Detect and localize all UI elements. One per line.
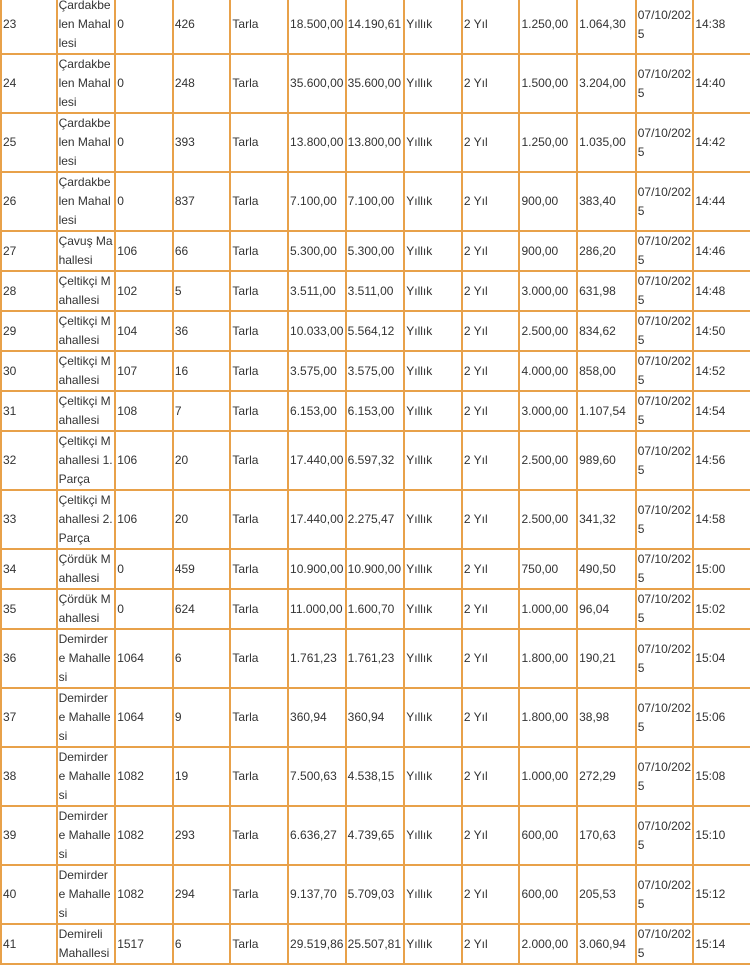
neighborhood-cell: Demirdere Mahallesi: [58, 748, 115, 805]
land-type-cell: Tarla: [231, 114, 287, 171]
block-number-cell: 0: [116, 590, 172, 628]
leased-area-cell: 5.300,00: [347, 232, 404, 270]
time-cell: 15:00: [694, 550, 750, 588]
neighborhood-cell: Çördük Mahallesi: [58, 550, 115, 588]
row-number-cell: 40: [2, 866, 56, 923]
period-type-cell: Yıllık: [405, 352, 461, 390]
period-type-cell: Yıllık: [405, 491, 461, 548]
date-cell: 07/10/2025: [637, 272, 693, 310]
duration-cell: 2 Yıl: [463, 925, 519, 963]
row-number-cell: 41: [2, 925, 56, 963]
leased-area-cell: 5.709,03: [347, 866, 404, 923]
time-cell: 14:44: [694, 173, 750, 230]
period-type-cell: Yıllık: [405, 0, 461, 53]
neighborhood-cell: Çardakbelen Mahallesi: [58, 173, 115, 230]
neighborhood-cell: Demirdere Mahallesi: [58, 807, 115, 864]
land-type-cell: Tarla: [231, 630, 287, 687]
total-area-cell: 29.519,86: [289, 925, 345, 963]
time-cell: 14:46: [694, 232, 750, 270]
neighborhood-cell: Çeltikçi Mahallesi: [58, 312, 115, 350]
period-type-cell: Yıllık: [405, 55, 461, 112]
row-number-cell: 27: [2, 232, 56, 270]
parcel-number-cell: 459: [174, 550, 230, 588]
price-cell: 1.800,00: [520, 689, 576, 746]
leased-area-cell: 5.564,12: [347, 312, 404, 350]
table-row: [2, 312, 750, 350]
row-number-cell: 30: [2, 352, 56, 390]
block-number-cell: 107: [116, 352, 172, 390]
price-cell: 1.000,00: [520, 590, 576, 628]
neighborhood-cell: Çavuş Mahallesi: [58, 232, 115, 270]
block-number-cell: 1517: [116, 925, 172, 963]
neighborhood-cell: Çardakbelen Mahallesi: [58, 0, 115, 53]
date-cell: 07/10/2025: [637, 114, 693, 171]
land-type-cell: Tarla: [231, 925, 287, 963]
price-cell: 900,00: [520, 173, 576, 230]
land-type-cell: Tarla: [231, 590, 287, 628]
land-type-cell: Tarla: [231, 689, 287, 746]
total-area-cell: 9.137,70: [289, 866, 345, 923]
block-number-cell: 1082: [116, 748, 172, 805]
duration-cell: 2 Yıl: [463, 550, 519, 588]
parcel-number-cell: 624: [174, 590, 230, 628]
price-cell: 600,00: [520, 807, 576, 864]
parcel-number-cell: 248: [174, 55, 230, 112]
period-type-cell: Yıllık: [405, 173, 461, 230]
time-cell: 15:10: [694, 807, 750, 864]
total-area-cell: 11.000,00: [289, 590, 345, 628]
duration-cell: 2 Yıl: [463, 807, 519, 864]
neighborhood-cell: Çeltikçi Mahallesi 1.Parça: [58, 432, 115, 489]
period-type-cell: Yıllık: [405, 232, 461, 270]
table-body: [2, 0, 750, 963]
table-row: [2, 114, 750, 171]
deposit-cell: 190,21: [578, 630, 635, 687]
parcel-number-cell: 393: [174, 114, 230, 171]
deposit-cell: 286,20: [578, 232, 635, 270]
period-type-cell: Yıllık: [405, 689, 461, 746]
neighborhood-cell: Çeltikçi Mahallesi: [58, 272, 115, 310]
deposit-cell: 858,00: [578, 352, 635, 390]
period-type-cell: Yıllık: [405, 590, 461, 628]
deposit-cell: 1.035,00: [578, 114, 635, 171]
price-cell: 2.000,00: [520, 925, 576, 963]
land-type-cell: Tarla: [231, 352, 287, 390]
time-cell: 14:40: [694, 55, 750, 112]
deposit-cell: 490,50: [578, 550, 635, 588]
row-number-cell: 28: [2, 272, 56, 310]
table-row: [2, 807, 750, 864]
duration-cell: 2 Yıl: [463, 352, 519, 390]
total-area-cell: 13.800,00: [289, 114, 345, 171]
time-cell: 15:06: [694, 689, 750, 746]
period-type-cell: Yıllık: [405, 550, 461, 588]
duration-cell: 2 Yıl: [463, 590, 519, 628]
leased-area-cell: 14.190,61: [347, 0, 404, 53]
time-cell: 14:42: [694, 114, 750, 171]
deposit-cell: 1.064,30: [578, 0, 635, 53]
block-number-cell: 0: [116, 0, 172, 53]
row-number-cell: 32: [2, 432, 56, 489]
leased-area-cell: 1.761,23: [347, 630, 404, 687]
table-row: [2, 232, 750, 270]
duration-cell: 2 Yıl: [463, 272, 519, 310]
total-area-cell: 360,94: [289, 689, 345, 746]
time-cell: 14:48: [694, 272, 750, 310]
table-row: [2, 748, 750, 805]
row-number-cell: 39: [2, 807, 56, 864]
row-number-cell: 33: [2, 491, 56, 548]
block-number-cell: 108: [116, 392, 172, 430]
block-number-cell: 1082: [116, 807, 172, 864]
duration-cell: 2 Yıl: [463, 630, 519, 687]
duration-cell: 2 Yıl: [463, 55, 519, 112]
land-type-cell: Tarla: [231, 173, 287, 230]
price-cell: 2.500,00: [520, 491, 576, 548]
price-cell: 600,00: [520, 866, 576, 923]
period-type-cell: Yıllık: [405, 925, 461, 963]
neighborhood-cell: Demireli Mahallesi: [58, 925, 115, 963]
date-cell: 07/10/2025: [637, 866, 693, 923]
block-number-cell: 1064: [116, 630, 172, 687]
total-area-cell: 18.500,00: [289, 0, 345, 53]
row-number-cell: 37: [2, 689, 56, 746]
duration-cell: 2 Yıl: [463, 173, 519, 230]
parcel-number-cell: 837: [174, 173, 230, 230]
total-area-cell: 1.761,23: [289, 630, 345, 687]
table-row: [2, 392, 750, 430]
duration-cell: 2 Yıl: [463, 689, 519, 746]
deposit-cell: 631,98: [578, 272, 635, 310]
total-area-cell: 6.153,00: [289, 392, 345, 430]
row-number-cell: 25: [2, 114, 56, 171]
neighborhood-cell: Çardakbelen Mahallesi: [58, 114, 115, 171]
duration-cell: 2 Yıl: [463, 312, 519, 350]
block-number-cell: 0: [116, 55, 172, 112]
row-number-cell: 34: [2, 550, 56, 588]
land-type-cell: Tarla: [231, 392, 287, 430]
parcel-number-cell: 6: [174, 630, 230, 687]
row-number-cell: 35: [2, 590, 56, 628]
date-cell: 07/10/2025: [637, 173, 693, 230]
total-area-cell: 7.500,63: [289, 748, 345, 805]
date-cell: 07/10/2025: [637, 312, 693, 350]
time-cell: 14:58: [694, 491, 750, 548]
table-row: [2, 550, 750, 588]
row-number-cell: 38: [2, 748, 56, 805]
deposit-cell: 96,04: [578, 590, 635, 628]
table-row: [2, 55, 750, 112]
neighborhood-cell: Çeltikçi Mahallesi 2.Parça: [58, 491, 115, 548]
price-cell: 3.000,00: [520, 272, 576, 310]
total-area-cell: 7.100,00: [289, 173, 345, 230]
leased-area-cell: 4.538,15: [347, 748, 404, 805]
parcel-number-cell: 9: [174, 689, 230, 746]
date-cell: 07/10/2025: [637, 352, 693, 390]
leased-area-cell: 3.511,00: [347, 272, 404, 310]
leased-area-cell: 10.900,00: [347, 550, 404, 588]
parcel-number-cell: 20: [174, 491, 230, 548]
price-cell: 1.800,00: [520, 630, 576, 687]
time-cell: 15:12: [694, 866, 750, 923]
parcel-number-cell: 66: [174, 232, 230, 270]
table-row: [2, 630, 750, 687]
land-type-cell: Tarla: [231, 312, 287, 350]
block-number-cell: 0: [116, 114, 172, 171]
parcel-number-cell: 294: [174, 866, 230, 923]
period-type-cell: Yıllık: [405, 630, 461, 687]
time-cell: 15:02: [694, 590, 750, 628]
date-cell: 07/10/2025: [637, 232, 693, 270]
price-cell: 1.500,00: [520, 55, 576, 112]
total-area-cell: 6.636,27: [289, 807, 345, 864]
period-type-cell: Yıllık: [405, 866, 461, 923]
period-type-cell: Yıllık: [405, 392, 461, 430]
neighborhood-cell: Çördük Mahallesi: [58, 590, 115, 628]
time-cell: 14:54: [694, 392, 750, 430]
date-cell: 07/10/2025: [637, 55, 693, 112]
date-cell: 07/10/2025: [637, 925, 693, 963]
parcel-number-cell: 7: [174, 392, 230, 430]
date-cell: 07/10/2025: [637, 748, 693, 805]
parcel-number-cell: 19: [174, 748, 230, 805]
date-cell: 07/10/2025: [637, 590, 693, 628]
table-row: [2, 689, 750, 746]
total-area-cell: 5.300,00: [289, 232, 345, 270]
time-cell: 15:08: [694, 748, 750, 805]
parcel-number-cell: 426: [174, 0, 230, 53]
total-area-cell: 35.600,00: [289, 55, 345, 112]
deposit-cell: 205,53: [578, 866, 635, 923]
row-number-cell: 36: [2, 630, 56, 687]
price-cell: 1.250,00: [520, 114, 576, 171]
deposit-cell: 834,62: [578, 312, 635, 350]
block-number-cell: 0: [116, 550, 172, 588]
row-number-cell: 31: [2, 392, 56, 430]
date-cell: 07/10/2025: [637, 432, 693, 489]
date-cell: 07/10/2025: [637, 807, 693, 864]
date-cell: 07/10/2025: [637, 392, 693, 430]
time-cell: 14:52: [694, 352, 750, 390]
leased-area-cell: 6.153,00: [347, 392, 404, 430]
deposit-cell: 38,98: [578, 689, 635, 746]
price-cell: 4.000,00: [520, 352, 576, 390]
leased-area-cell: 7.100,00: [347, 173, 404, 230]
duration-cell: 2 Yıl: [463, 866, 519, 923]
date-cell: 07/10/2025: [637, 630, 693, 687]
land-type-cell: Tarla: [231, 748, 287, 805]
deposit-cell: 341,32: [578, 491, 635, 548]
leased-area-cell: 2.275,47: [347, 491, 404, 548]
leased-area-cell: 3.575,00: [347, 352, 404, 390]
block-number-cell: 106: [116, 432, 172, 489]
period-type-cell: Yıllık: [405, 432, 461, 489]
table-row: [2, 173, 750, 230]
price-cell: 3.000,00: [520, 392, 576, 430]
table-row: [2, 590, 750, 628]
total-area-cell: 3.575,00: [289, 352, 345, 390]
period-type-cell: Yıllık: [405, 748, 461, 805]
block-number-cell: 1082: [116, 866, 172, 923]
price-cell: 750,00: [520, 550, 576, 588]
price-cell: 1.250,00: [520, 0, 576, 53]
row-number-cell: 29: [2, 312, 56, 350]
neighborhood-cell: Demirdere Mahallesi: [58, 689, 115, 746]
land-type-cell: Tarla: [231, 491, 287, 548]
table-row: [2, 352, 750, 390]
land-type-cell: Tarla: [231, 866, 287, 923]
block-number-cell: 102: [116, 272, 172, 310]
block-number-cell: 104: [116, 312, 172, 350]
neighborhood-cell: Çeltikçi Mahallesi: [58, 392, 115, 430]
total-area-cell: 17.440,00: [289, 491, 345, 548]
time-cell: 14:56: [694, 432, 750, 489]
land-type-cell: Tarla: [231, 232, 287, 270]
total-area-cell: 17.440,00: [289, 432, 345, 489]
table-row: [2, 272, 750, 310]
row-number-cell: 23: [2, 0, 56, 53]
land-type-cell: Tarla: [231, 272, 287, 310]
parcel-number-cell: 5: [174, 272, 230, 310]
table-row: [2, 0, 750, 53]
row-number-cell: 24: [2, 55, 56, 112]
parcel-number-cell: 6: [174, 925, 230, 963]
table-row: [2, 432, 750, 489]
period-type-cell: Yıllık: [405, 272, 461, 310]
deposit-cell: 3.204,00: [578, 55, 635, 112]
total-area-cell: 10.900,00: [289, 550, 345, 588]
land-type-cell: Tarla: [231, 432, 287, 489]
land-type-cell: Tarla: [231, 55, 287, 112]
leased-area-cell: 4.739,65: [347, 807, 404, 864]
duration-cell: 2 Yıl: [463, 432, 519, 489]
time-cell: 15:04: [694, 630, 750, 687]
leased-area-cell: 1.600,70: [347, 590, 404, 628]
deposit-cell: 1.107,54: [578, 392, 635, 430]
block-number-cell: 0: [116, 173, 172, 230]
leased-area-cell: 6.597,32: [347, 432, 404, 489]
total-area-cell: 10.033,00: [289, 312, 345, 350]
period-type-cell: Yıllık: [405, 312, 461, 350]
duration-cell: 2 Yıl: [463, 491, 519, 548]
duration-cell: 2 Yıl: [463, 748, 519, 805]
duration-cell: 2 Yıl: [463, 0, 519, 53]
leased-area-cell: 25.507,81: [347, 925, 404, 963]
neighborhood-cell: Demirdere Mahallesi: [58, 866, 115, 923]
deposit-cell: 989,60: [578, 432, 635, 489]
duration-cell: 2 Yıl: [463, 392, 519, 430]
date-cell: 07/10/2025: [637, 491, 693, 548]
table-row: [2, 491, 750, 548]
price-cell: 900,00: [520, 232, 576, 270]
date-cell: 07/10/2025: [637, 689, 693, 746]
block-number-cell: 106: [116, 491, 172, 548]
land-type-cell: Tarla: [231, 0, 287, 53]
duration-cell: 2 Yıl: [463, 232, 519, 270]
price-cell: 1.000,00: [520, 748, 576, 805]
parcel-number-cell: 293: [174, 807, 230, 864]
land-type-cell: Tarla: [231, 807, 287, 864]
leased-area-cell: 13.800,00: [347, 114, 404, 171]
block-number-cell: 1064: [116, 689, 172, 746]
period-type-cell: Yıllık: [405, 807, 461, 864]
deposit-cell: 170,63: [578, 807, 635, 864]
period-type-cell: Yıllık: [405, 114, 461, 171]
price-cell: 2.500,00: [520, 432, 576, 489]
date-cell: 07/10/2025: [637, 0, 693, 53]
block-number-cell: 106: [116, 232, 172, 270]
parcel-number-cell: 20: [174, 432, 230, 489]
time-cell: 15:14: [694, 925, 750, 963]
neighborhood-cell: Çardakbelen Mahallesi: [58, 55, 115, 112]
date-cell: 07/10/2025: [637, 550, 693, 588]
total-area-cell: 3.511,00: [289, 272, 345, 310]
duration-cell: 2 Yıl: [463, 114, 519, 171]
leased-area-cell: 360,94: [347, 689, 404, 746]
neighborhood-cell: Demirdere Mahallesi: [58, 630, 115, 687]
parcel-number-cell: 36: [174, 312, 230, 350]
table-row: [2, 866, 750, 923]
neighborhood-cell: Çeltikçi Mahallesi: [58, 352, 115, 390]
parcel-number-cell: 16: [174, 352, 230, 390]
table-row: [2, 925, 750, 963]
deposit-cell: 383,40: [578, 173, 635, 230]
time-cell: 14:38: [694, 0, 750, 53]
row-number-cell: 26: [2, 173, 56, 230]
deposit-cell: 272,29: [578, 748, 635, 805]
leased-area-cell: 35.600,00: [347, 55, 404, 112]
time-cell: 14:50: [694, 312, 750, 350]
land-type-cell: Tarla: [231, 550, 287, 588]
deposit-cell: 3.060,94: [578, 925, 635, 963]
price-cell: 2.500,00: [520, 312, 576, 350]
